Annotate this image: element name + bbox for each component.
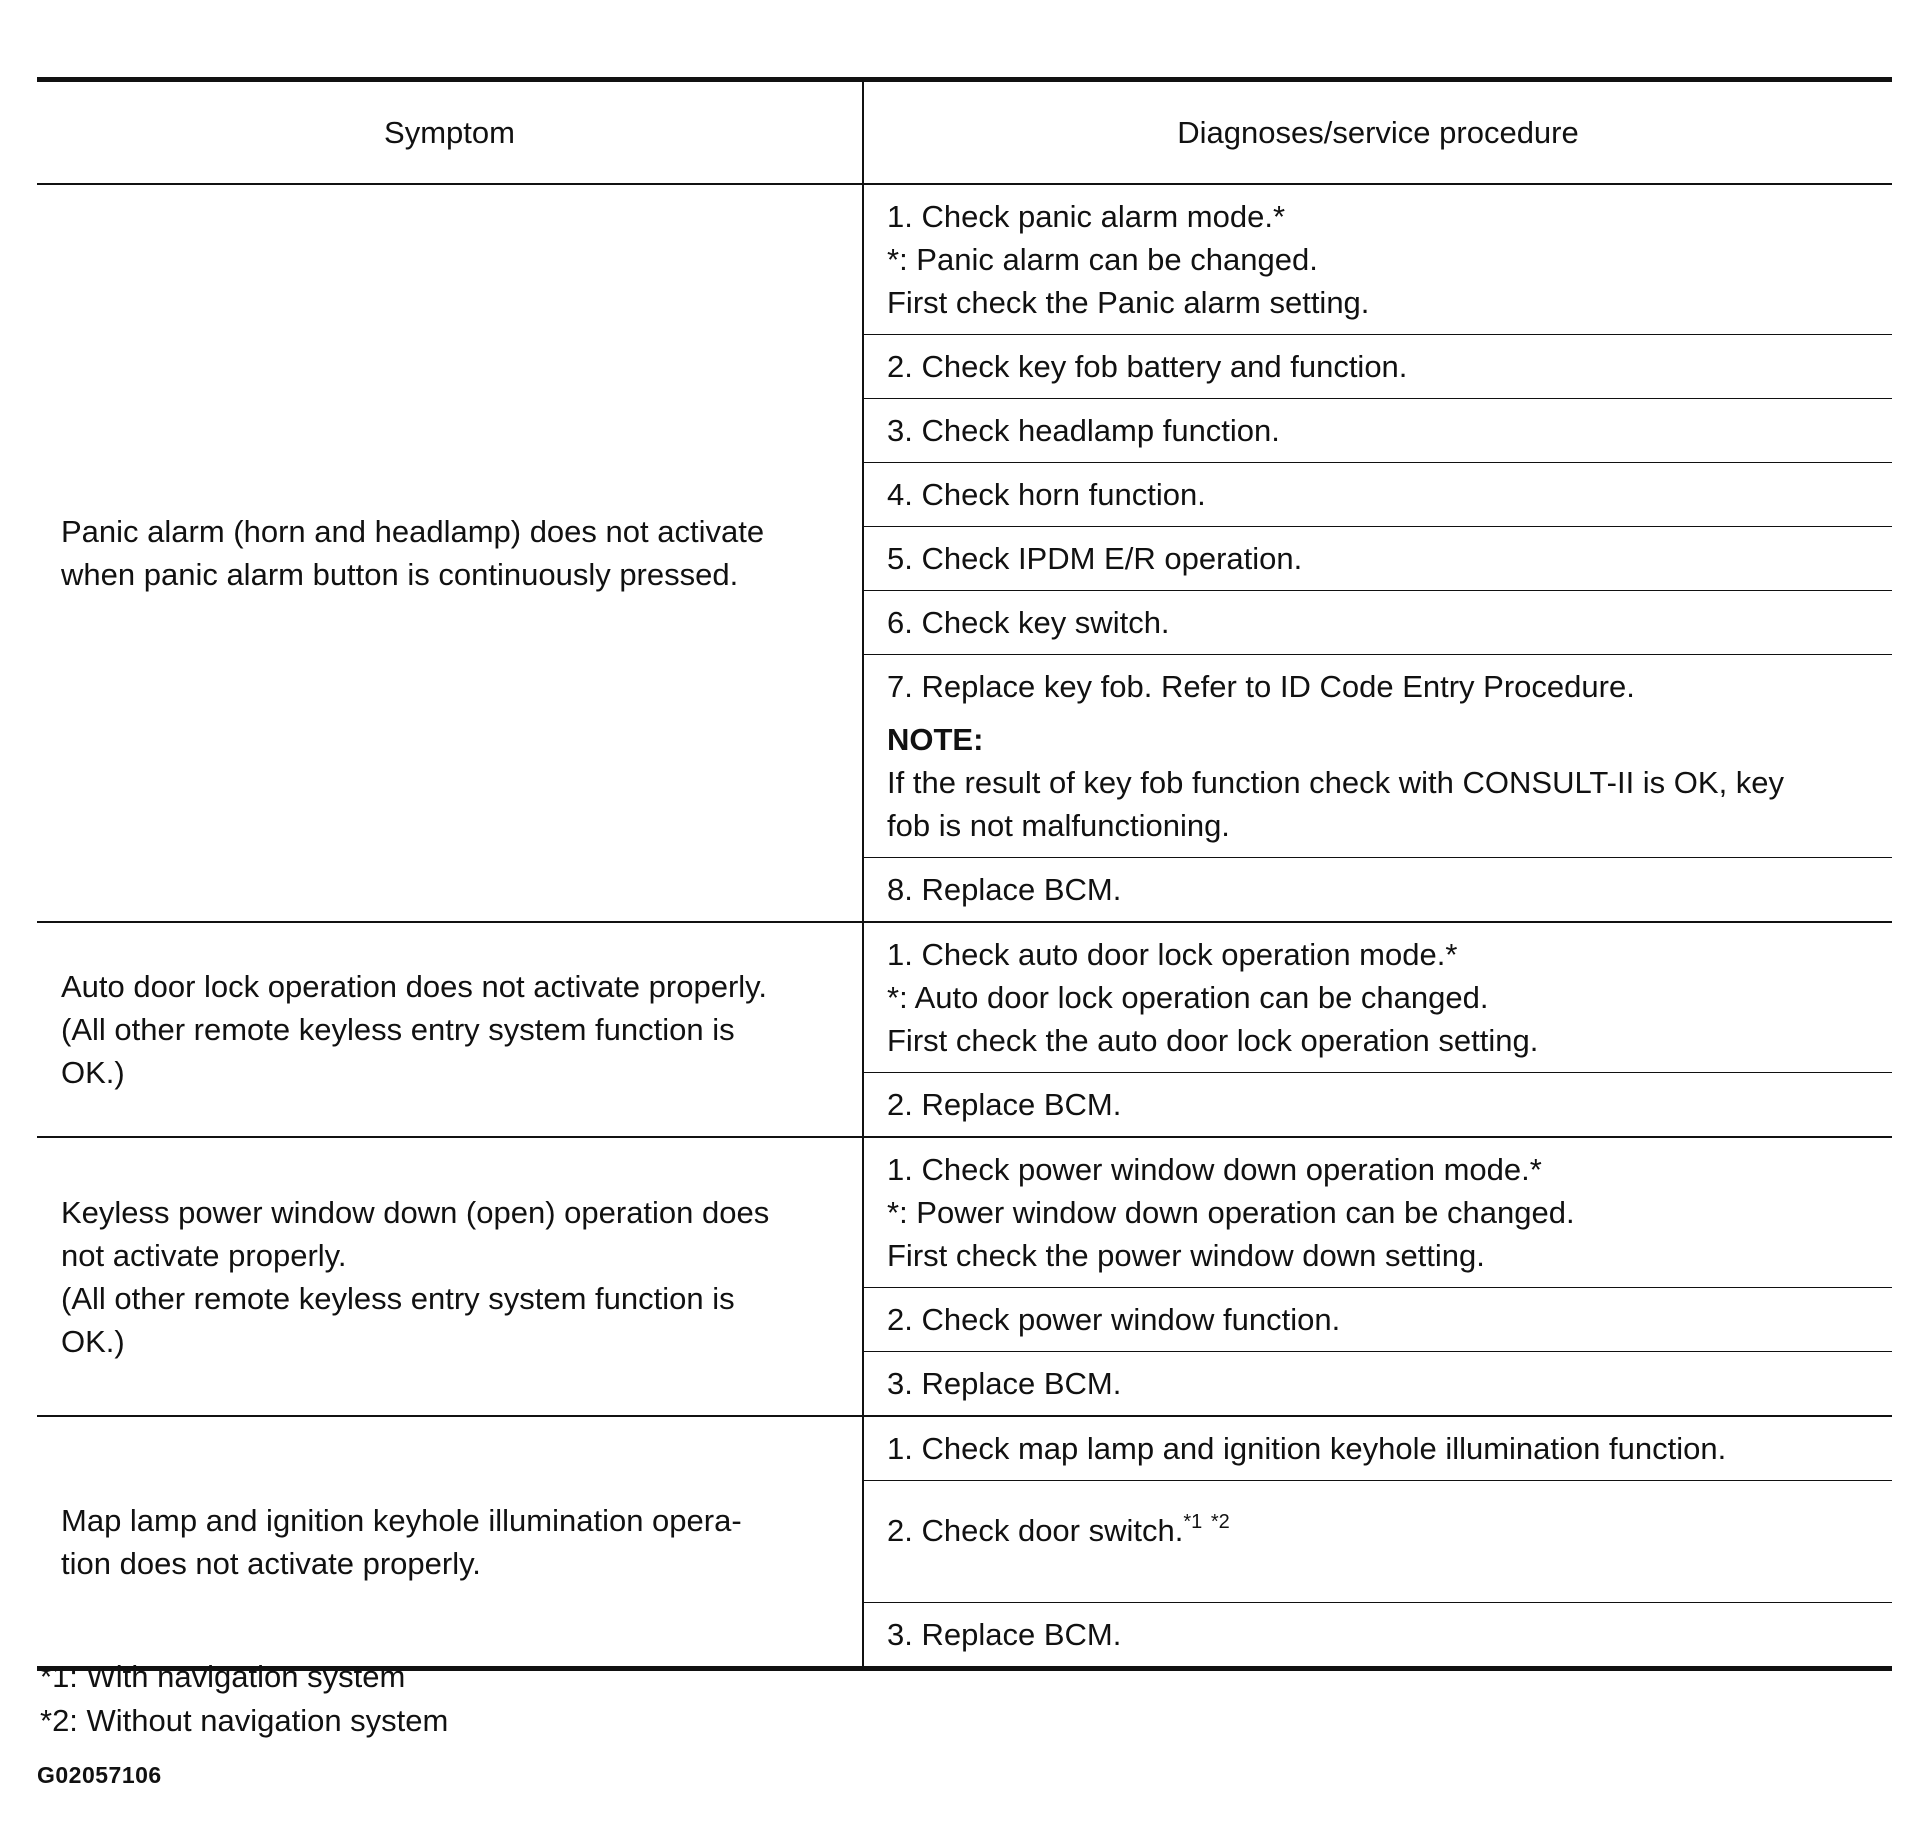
procedure-step [863,1288,1892,1352]
symptom-text: Map lamp and ignition keyhole illumination opera- [61,1502,742,1538]
symptom-text: not activate properly. [61,1237,347,1273]
step-text: *: Auto door lock operation can be changed. [887,980,1489,1015]
symptom-text: OK.) [61,1055,125,1090]
note-text: If the result of key fob function check with CONSULT-II is OK, key [887,765,1785,800]
procedure-step [863,591,1892,655]
step-text: 6. Check key switch. [887,605,1170,640]
symptom-text: (All other remote keyless entry system function is [61,1012,735,1047]
procedure-step [863,1137,1892,1288]
footnote-ref: *1 [1183,1511,1203,1533]
procedure-step [863,1073,1892,1138]
step-text: 1. Check auto door lock operation mode.* [887,937,1458,972]
procedure-header: Diagnoses/service procedure [1177,115,1579,150]
footnote: *2: Without navigation system [40,1703,449,1738]
step-text: First check the auto door lock operation setting. [887,1023,1539,1058]
step-text: 1. Check map lamp and ignition keyhole illumination function. [887,1431,1727,1466]
step-text: 2. Check power window function. [887,1302,1341,1337]
header-row [37,80,1892,185]
step-text: 4. Check horn function. [887,477,1206,512]
step-text: 1. Check power window down operation mode.* [887,1152,1542,1187]
symptom-cell [37,922,863,1137]
symptom-text: tion does not activate properly. [61,1545,481,1581]
step-text: *: Power window down operation can be changed. [887,1195,1575,1230]
note-label: NOTE: [887,722,984,757]
step-text: 2. Replace BCM. [887,1087,1122,1122]
symptom-cell [37,1416,863,1669]
symptom-text: when panic alarm button is continuously pressed. [61,557,739,592]
procedure-step [863,399,1892,463]
diagnosis-table [37,77,1892,1671]
step-text-main: 2. Check door switch. [887,1513,1184,1548]
procedure-step [863,463,1892,527]
footnote-ref: *2 [1210,1511,1230,1533]
procedure-step [863,858,1892,923]
table-row [37,922,1892,1073]
step-text: 3. Check headlamp function. [887,413,1280,448]
procedure-step [863,527,1892,591]
step-text [887,1509,1878,1552]
procedure-step [863,1416,1892,1481]
step-text: First check the Panic alarm setting. [887,285,1370,320]
table-row [37,1416,1892,1481]
step-text: *: Panic alarm can be changed. [887,242,1318,277]
step-text: 8. Replace BCM. [887,872,1122,907]
procedure-step [863,655,1892,858]
symptom-text: Auto door lock operation does not activate properly. [61,969,767,1004]
step-text: 1. Check panic alarm mode.* [887,199,1286,234]
table-row [37,1137,1892,1288]
figure-code: G02057106 [37,1762,162,1788]
procedure-step [863,335,1892,399]
symptom-cell [37,1137,863,1416]
symptom-text: Panic alarm (horn and headlamp) does not activate [61,514,765,549]
symptom-text: OK.) [61,1323,125,1359]
procedure-step [863,922,1892,1073]
symptom-text: (All other remote keyless entry system function is [61,1280,735,1316]
step-text: First check the power window down setting. [887,1238,1485,1273]
step-text: 2. Check key fob battery and function. [887,349,1408,384]
symptom-text: Keyless power window down (open) operation does [61,1194,770,1230]
footnote: *1: With navigation system [40,1659,406,1694]
step-text: 7. Replace key fob. Refer to ID Code Entry Procedure. [887,669,1635,704]
procedure-step [863,184,1892,335]
symptom-header: Symptom [37,80,863,185]
table-row [37,184,1892,335]
procedure-step [863,1352,1892,1417]
note-text: fob is not malfunctioning. [887,808,1230,843]
procedure-step [863,1481,1892,1603]
procedure-step [863,1603,1892,1669]
step-text: 3. Replace BCM. [887,1366,1122,1401]
footnotes [40,1655,448,1743]
symptom-cell [37,184,863,922]
step-text: 3. Replace BCM. [887,1617,1122,1652]
step-text: 5. Check IPDM E/R operation. [887,541,1303,576]
